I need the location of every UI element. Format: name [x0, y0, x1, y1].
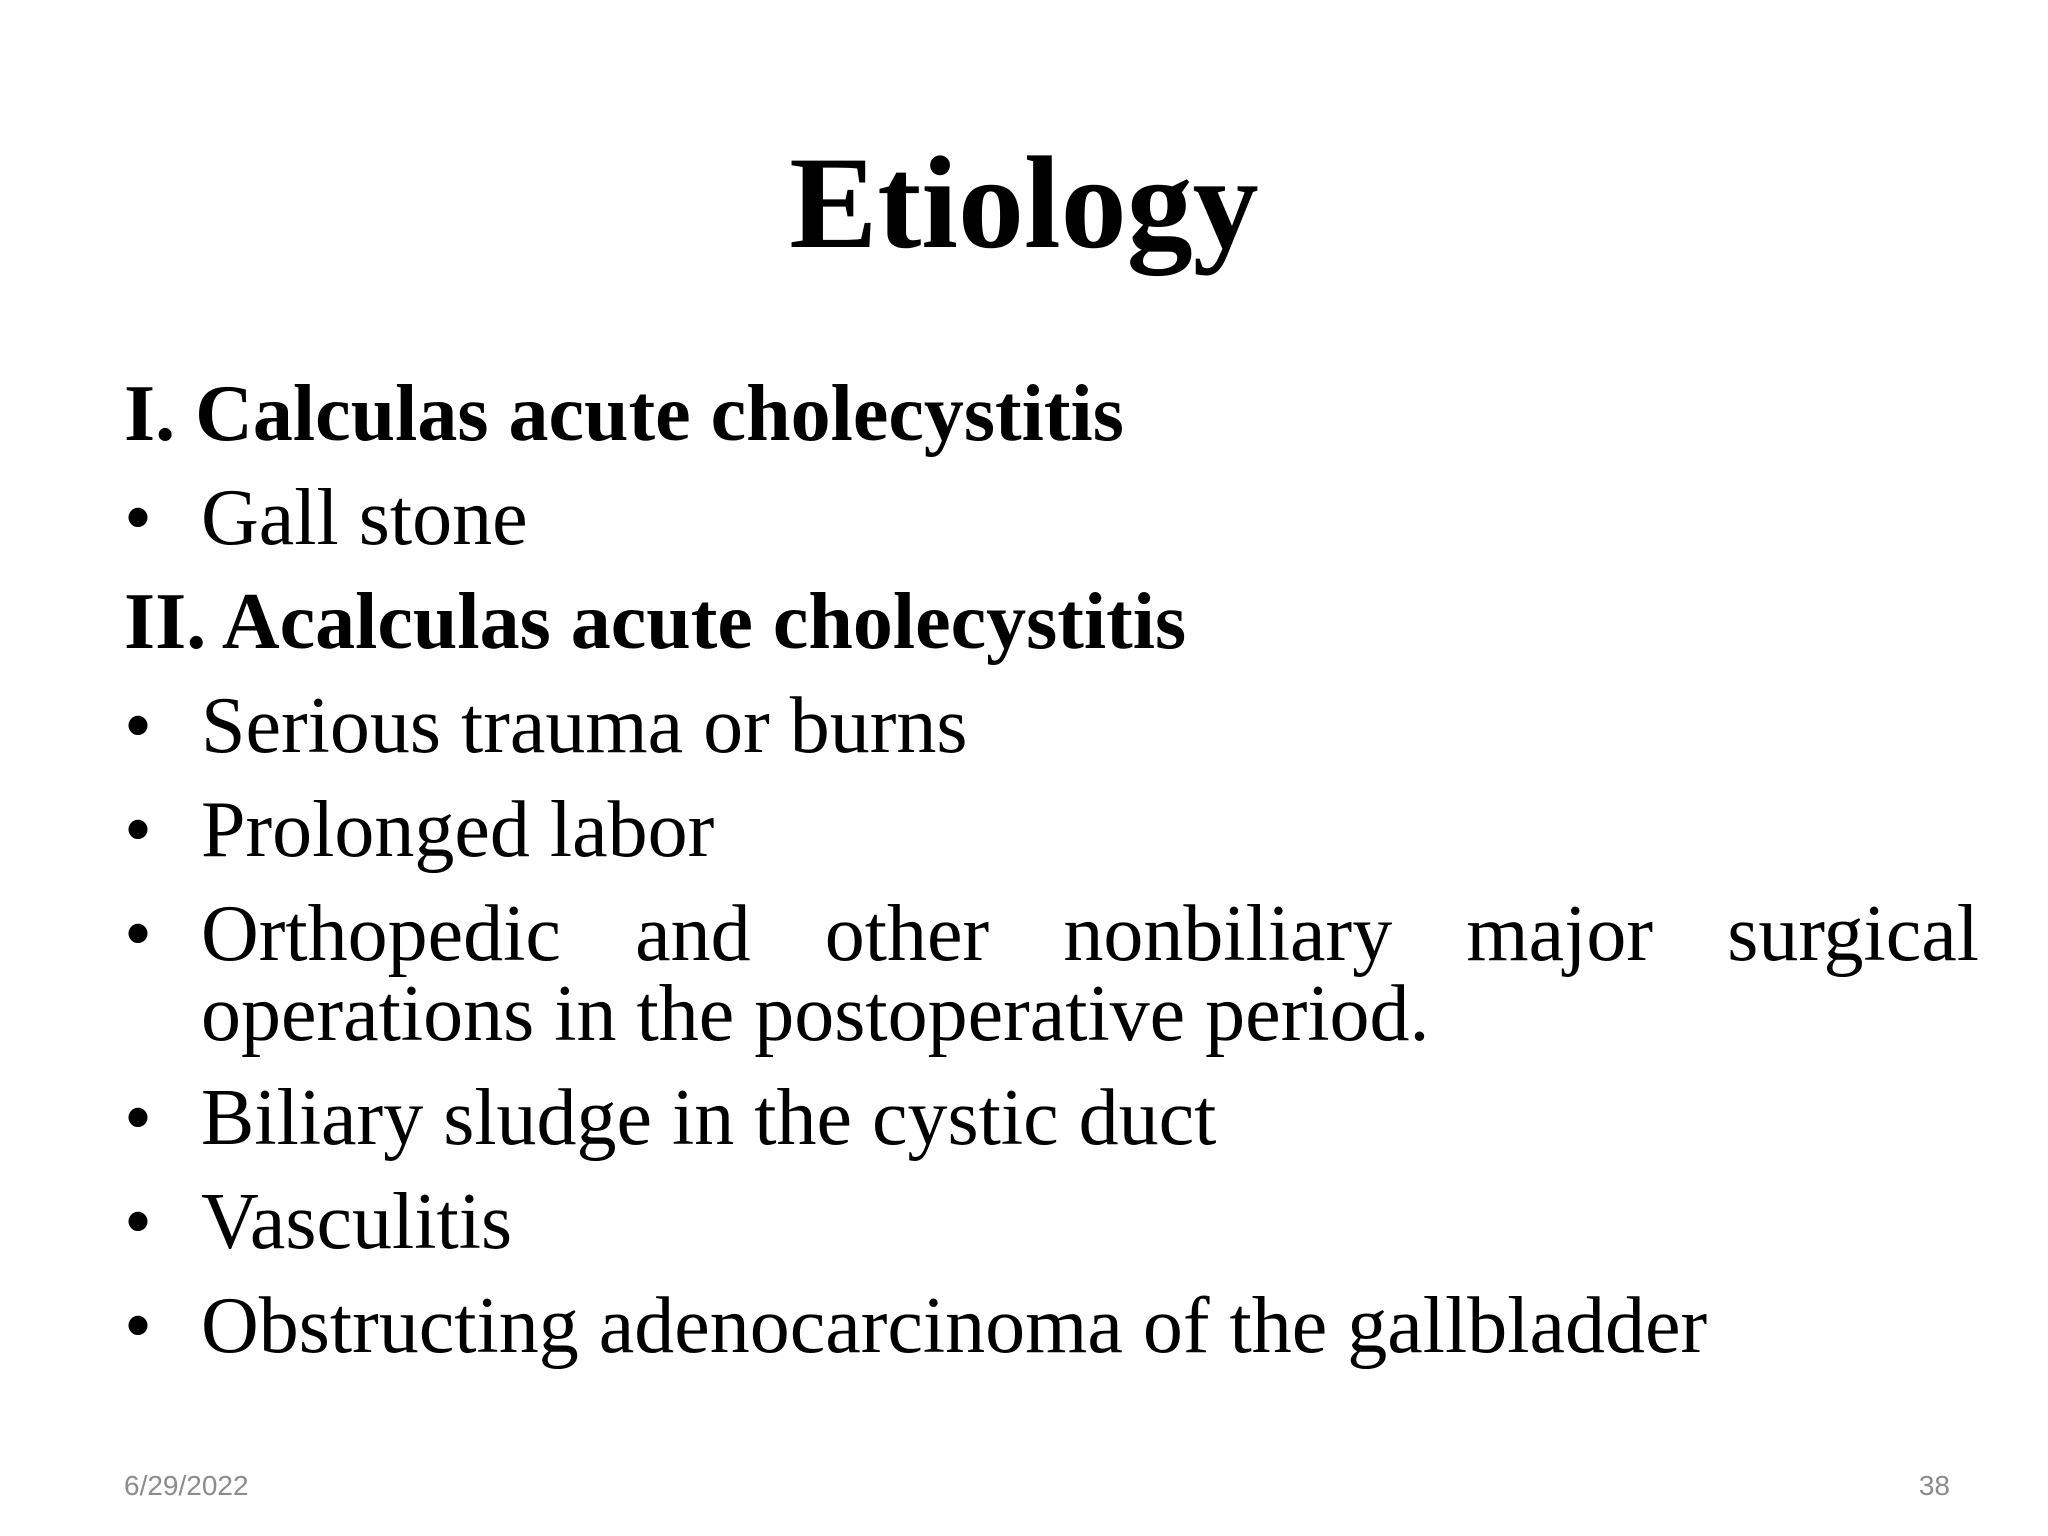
- bullet-item: [124, 1274, 1979, 1378]
- bullet-icon: •: [124, 1178, 153, 1266]
- slide-title: Etiology: [789, 129, 1259, 276]
- bullet-item: [124, 466, 1979, 570]
- bullet-text: Vasculitis: [201, 1178, 513, 1266]
- bullet-text: Gall stone: [201, 474, 528, 562]
- bullet-item: [124, 1066, 1979, 1170]
- bullet-icon: •: [124, 1074, 153, 1162]
- bullet-icon: •: [124, 786, 153, 874]
- bullet-icon: •: [124, 1282, 153, 1370]
- footer-date: 6/29/2022: [124, 1470, 249, 1501]
- section-heading-calculas: I. Calculas acute cholecystitis: [124, 370, 1124, 458]
- bullet-item: [124, 1170, 1979, 1274]
- section-heading-acalculas: II. Acalculas acute cholecystitis: [124, 578, 1187, 666]
- bullet-item: [124, 778, 1979, 882]
- bullet-text: Biliary sludge in the cystic duct: [201, 1074, 1217, 1162]
- bullet-icon: •: [124, 682, 153, 770]
- bullet-text: Serious trauma or burns: [201, 682, 968, 770]
- bullet-icon: •: [124, 474, 153, 562]
- bullet-text: Obstructing adenocarcinoma of the gallbladder: [201, 1282, 1708, 1370]
- bullet-text: Prolonged labor: [201, 786, 715, 874]
- slide-body: [124, 362, 1979, 1378]
- slide-number: 38: [1918, 1470, 1950, 1501]
- bullet-item: [124, 882, 1979, 1066]
- bullet-item: [124, 674, 1979, 778]
- bullet-text: Orthopedic and other nonbiliary major surgical operations in the postoperative period.: [201, 890, 1979, 1058]
- bullet-icon: •: [124, 890, 153, 978]
